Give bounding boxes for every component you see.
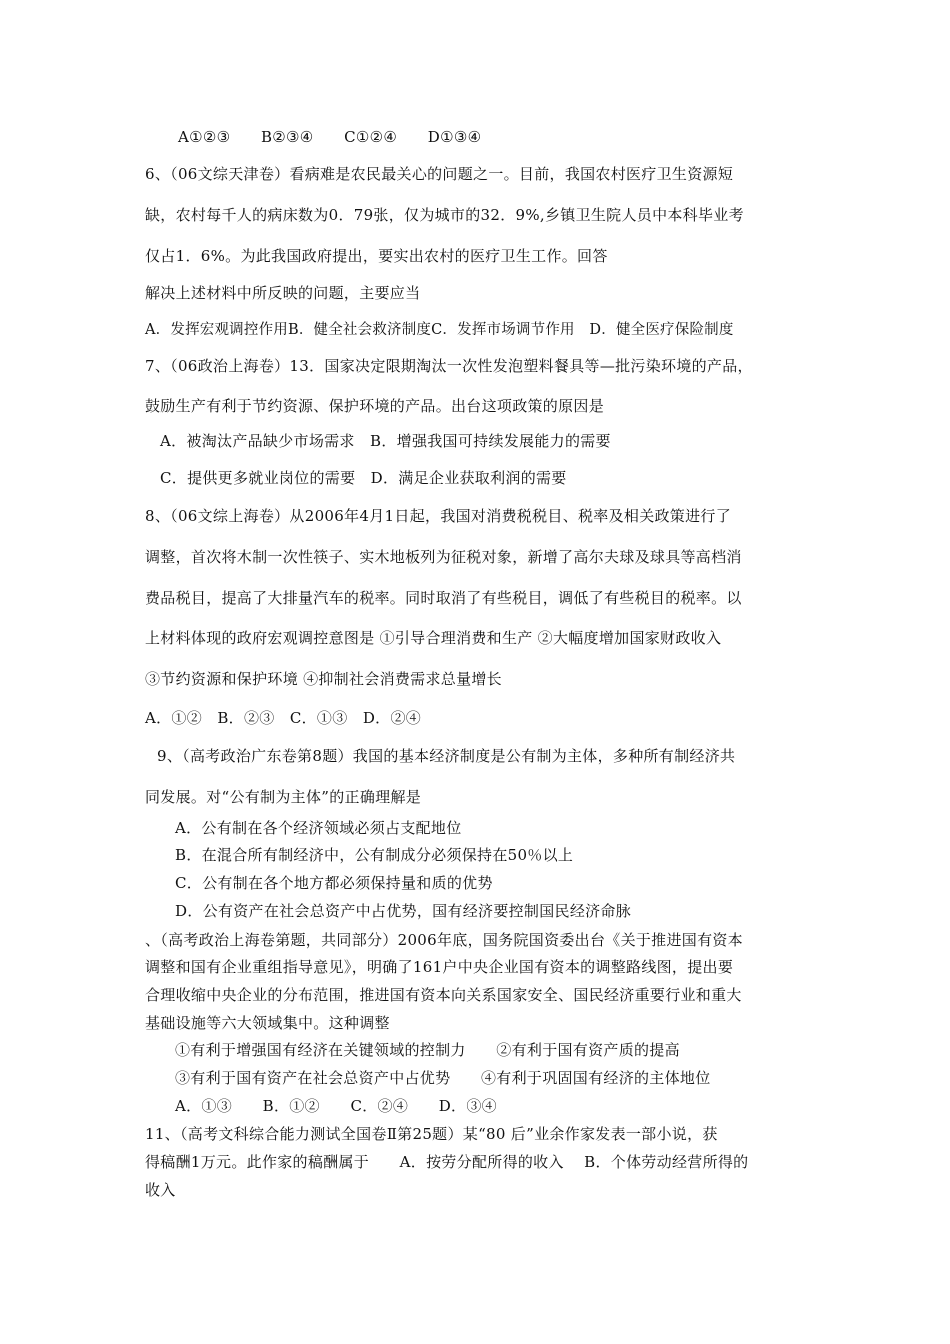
q11-text-line-1: 11、（高考文科综合能力测试全国卷Ⅱ第25题）某“80 后”业余作家发表一部小说，获 (145, 1125, 718, 1143)
q11-text-line-3: 收入 (145, 1181, 176, 1199)
q10-statements-12: ①有利于增强国有经济在关键领域的控制力 ②有利于国有资产质的提高 (175, 1041, 680, 1059)
q8-options: A．①② B．②③ C．①③ D．②④ (145, 709, 422, 727)
q6-text-line-4: 解决上述材料中所反映的问题，主要应当 (145, 284, 421, 302)
q6-text-line-2: 缺，农村每千人的病床数为0．79张，仅为城市的32．9%,乡镇卫生院人员中本科毕业考 (145, 206, 744, 224)
q9-text-line-1: 9、（高考政治广东卷第8题）我国的基本经济制度是公有制为主体，多种所有制经济共 (157, 747, 736, 765)
q7-text-line-1: 7、（06政治上海卷）13．国家决定限期淘汰一次性发泡塑料餐具等—批污染环境的产品， (145, 357, 753, 375)
q8-text-line-1: 8、（06文综上海卷）从2006年4月1日起，我国对消费税税目、税率及相关政策进行了 (145, 507, 731, 525)
q6-text-line-1: 6、（06文综天津卷）看病难是农民最关心的问题之一。目前，我国农村医疗卫生资源短 (145, 165, 734, 183)
q8-text-line-4: 上材料体现的政府宏观调控意图是 ①引导合理消费和生产 ②大幅度增加国家财政收入 (145, 629, 722, 647)
q9-text-line-2: 同发展。对“公有制为主体”的正确理解是 (145, 788, 422, 806)
q7-text-line-2: 鼓励生产有利于节约资源、保护环境的产品。出台这项政策的原因是 (145, 397, 605, 415)
q6-options: A．发挥宏观调控作用B．健全社会救济制度C．发挥市场调节作用 D．健全医疗保险制度 (145, 322, 734, 338)
q9-option-b: B．在混合所有制经济中，公有制成分必须保持在50％以上 (175, 846, 574, 864)
q5-options: A①②③ B②③④ C①②④ D①③④ (178, 128, 482, 146)
q8-text-line-5: ③节约资源和保护环境 ④抑制社会消费需求总量增长 (145, 670, 502, 688)
q7-options-cd: C．提供更多就业岗位的需要 D．满足企业获取利润的需要 (160, 469, 567, 487)
q10-text-line-1: 、（高考政治上海卷第题，共同部分）2006年底，国务院国资委出台《关于推进国有资本 (145, 931, 743, 949)
q9-option-a: A．公有制在各个经济领域必须占支配地位 (175, 819, 462, 837)
q10-statements-34: ③有利于国有资产在社会总资产中占优势 ④有利于巩固国有经济的主体地位 (175, 1069, 711, 1087)
q10-text-line-4: 基础设施等六大领域集中。这种调整 (145, 1014, 390, 1032)
q9-option-c: C．公有制在各个地方都必须保持量和质的优势 (175, 874, 493, 892)
q10-text-line-3: 合理收缩中央企业的分布范围，推进国有资本向关系国家安全、国民经济重要行业和重大 (145, 986, 742, 1004)
q8-text-line-3: 费品税目，提高了大排量汽车的税率。同时取消了有些税目，调低了有些税目的税率。以 (145, 589, 742, 607)
q6-text-line-3: 仅占1．6%。为此我国政府提出，要实出农村的医疗卫生工作。回答 (145, 247, 608, 265)
q11-text-line-2: 得稿酬1万元。此作家的稿酬属于 A．按劳分配所得的收入 B．个体劳动经营所得的 (145, 1153, 749, 1171)
q7-options-ab: A．被淘汰产品缺少市场需求 B．增强我国可持续发展能力的需要 (160, 432, 611, 450)
q10-options: A．①③ B．①② C．②④ D．③④ (175, 1097, 497, 1115)
q9-option-d: D．公有资产在社会总资产中占优势，国有经济要控制国民经济命脉 (175, 902, 632, 920)
q10-text-line-2: 调整和国有企业重组指导意见》，明确了161户中央企业国有资本的调整路线图，提出要 (145, 958, 734, 976)
q8-text-line-2: 调整，首次将木制一次性筷子、实木地板列为征税对象，新增了高尔夫球及球具等高档消 (145, 548, 742, 566)
